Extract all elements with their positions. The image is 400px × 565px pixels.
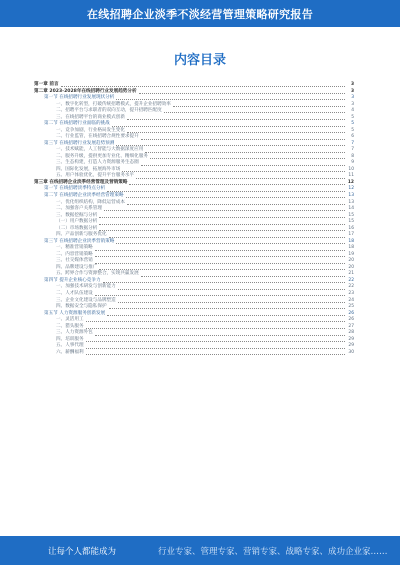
toc-leader-dots (118, 300, 345, 303)
toc-entry-page: 17 (348, 232, 354, 238)
toc-leader-dots (129, 182, 345, 185)
toc-entry-label: 第一节 在线招聘行业发展现状分析 (44, 95, 115, 101)
toc-entry-page: 7 (351, 140, 354, 146)
toc-entry-page: 9 (351, 160, 354, 166)
toc-entry-label: 二、服务升级，提供更加专业化、精细化服务 (56, 153, 148, 159)
toc-entry[interactable] (34, 350, 354, 357)
toc-entry-page: 16 (348, 225, 354, 231)
toc-entry-label: 一、加强技术研发与创新能力 (56, 284, 116, 290)
toc-leader-dots (122, 169, 345, 172)
toc-entry-label: 第五节 人力资源服务创新发展 (44, 310, 106, 316)
toc-entry-page: 29 (348, 336, 354, 342)
toc-entry-page: 3 (351, 101, 354, 107)
toc-entry-label: 一、精准营销策略 (56, 245, 93, 251)
toc-entry-label: 第二节 在线招聘行业面临的挑战 (44, 121, 110, 127)
toc-entry-page: 22 (348, 284, 354, 290)
toc-entry-page: 14 (348, 206, 354, 212)
toc-entry-label: 三、企业文化建设与品牌塑造 (56, 297, 116, 303)
toc-entry-page: 7 (351, 147, 354, 153)
toc-entry-page: 13 (348, 193, 354, 199)
toc-entry-label: 二、猎头服务 (56, 323, 84, 329)
toc-entry-label: 一、优化组织结构，降低运营成本 (56, 199, 125, 205)
toc-leader-dots (109, 235, 345, 238)
toc-leader-dots (61, 84, 345, 87)
toc-entry-label: 四、国际化发展，拓展海外市场 (56, 166, 121, 172)
toc-entry-page: 6 (351, 134, 354, 140)
toc-leader-dots (107, 313, 345, 316)
toc-entry-page: 3 (350, 88, 354, 94)
toc-entry-page: 15 (348, 219, 354, 225)
report-title: 在线招聘企业淡季不淡经营管理策略研究报告 (87, 7, 313, 21)
toc-entry-label: 一、灵活用工 (56, 317, 84, 323)
toc-entry-page: 3 (351, 95, 354, 101)
toc-entry-page: 8 (351, 153, 354, 159)
toc-leader-dots (99, 267, 345, 270)
toc-entry-page: 20 (348, 258, 354, 264)
toc-entry-label: 二、人才队伍建设 (56, 290, 93, 296)
toc-entry-label: 三、在线招聘平台的商业模式创新 (56, 114, 125, 120)
toc-leader-dots (116, 143, 345, 146)
toc-leader-dots (145, 150, 345, 153)
toc-entry-page: 20 (348, 264, 354, 270)
toc-entry-page: 13 (348, 199, 354, 205)
toc-leader-dots (141, 274, 345, 277)
toc-leader-dots (86, 346, 345, 349)
toc-leader-dots (103, 280, 345, 283)
toc-leader-dots (99, 215, 345, 218)
toc-leader-dots (112, 124, 345, 127)
toc-entry-label: 二、内容营销策略 (56, 251, 93, 257)
toc-entry-page: 4 (351, 108, 354, 114)
toc-entry-label: 五、跨界合作与资源整合，实现共赢发展 (56, 271, 139, 277)
toc-leader-dots (95, 254, 345, 257)
toc-leader-dots (116, 97, 345, 100)
toc-entry-page: 22 (348, 277, 354, 283)
toc-entry-label: 六、薪酬福利 (56, 349, 84, 355)
toc-leader-dots (127, 117, 345, 120)
toc-leader-dots (86, 319, 345, 322)
toc-leader-dots (116, 241, 345, 244)
toc-entry-label: 三、社交媒体营销 (56, 258, 93, 264)
toc-entry-page: 26 (348, 310, 354, 316)
toc-leader-dots (86, 326, 345, 329)
toc-entry-label: 四、数据安全与隐私保护 (56, 304, 107, 310)
table-of-contents (34, 82, 354, 356)
toc-entry-page: 11 (348, 173, 354, 179)
toc-leader-dots (86, 352, 345, 355)
toc-entry-label: 四、品牌建设与推广 (56, 264, 98, 270)
toc-leader-dots (95, 293, 345, 296)
toc-entry-label: 第二章 2023-2028年在线招聘行业发展趋势分析 (34, 88, 137, 94)
toc-entry-label: 四、培训服务 (56, 336, 84, 342)
toc-entry-page: 18 (348, 245, 354, 251)
toc-entry-label: 三、人力资源外包 (56, 330, 93, 336)
footer-tagline: 行业专家、管理专家、营销专家、战略专家、成功企业家…… (158, 546, 388, 557)
toc-leader-dots (95, 333, 345, 336)
toc-entry-page: 5 (351, 121, 354, 127)
toc-entry-label: （一）用户数据分析 (56, 219, 98, 225)
toc-entry-label: 三、生态构建，打造人力资源服务生态圈 (56, 160, 139, 166)
toc-leader-dots (139, 91, 345, 94)
toc-entry-label: 第三章 在线招聘企业淡季经营管理及营销策略 (34, 179, 128, 185)
report-header (0, 0, 400, 27)
toc-leader-dots (95, 261, 345, 264)
toc-entry-page: 29 (348, 343, 354, 349)
toc-entry-page: 19 (348, 251, 354, 257)
toc-entry-label: 第二节 在线招聘企业淡季经营管理策略 (44, 193, 124, 199)
toc-entry-page: 21 (348, 271, 354, 277)
toc-entry-label: 二、加强客户关系管理 (56, 206, 102, 212)
toc-leader-dots (104, 208, 345, 211)
toc-entry-page: 10 (348, 166, 354, 172)
toc-leader-dots (95, 248, 345, 251)
toc-entry-label: 二、招聘平台与求职者的双向互动，提升招聘匹配度 (56, 108, 162, 114)
toc-leader-dots (127, 130, 345, 133)
footer-slogan: 让每个人都能成为 (48, 546, 117, 557)
toc-entry-label: 三、数据挖掘与分析 (56, 212, 98, 218)
toc-entry-label: （二）市场数据分析 (56, 225, 98, 231)
toc-leader-dots (164, 110, 345, 113)
toc-leader-dots (118, 287, 345, 290)
toc-entry-page: 12 (348, 186, 354, 192)
toc-entry-page: 30 (348, 349, 354, 355)
toc-entry-page: 3 (350, 81, 354, 87)
toc-leader-dots (99, 222, 345, 225)
toc-entry-page: 27 (348, 323, 354, 329)
toc-entry-page: 12 (347, 179, 354, 185)
toc-leader-dots (107, 189, 345, 192)
toc-leader-dots (173, 104, 345, 107)
toc-entry-label: 一、数字化转型，打破传统招聘模式，提升企业招聘效率 (56, 101, 171, 107)
toc-entry-page: 18 (348, 238, 354, 244)
toc-leader-dots (126, 195, 345, 198)
toc-entry-label: 第一节 在线招聘淡季特点分析 (44, 186, 106, 192)
toc-entry-label: 四、产品创新与服务优化 (56, 232, 107, 238)
toc-leader-dots (109, 306, 345, 309)
toc-leader-dots (99, 228, 345, 231)
toc-entry-label: 第一章 前言 (34, 81, 59, 87)
toc-heading: 内容目录 (173, 53, 226, 68)
toc-leader-dots (141, 163, 345, 166)
toc-entry-page: 26 (348, 317, 354, 323)
toc-entry-page: 28 (348, 330, 354, 336)
toc-entry-label: 第三节 在线招聘行业发展趋势预测 (44, 140, 115, 146)
toc-entry-label: 五、用户体验优化，提升平台服务水平 (56, 173, 135, 179)
toc-entry-page: 24 (348, 297, 354, 303)
toc-entry-label: 五、人事代理 (56, 343, 84, 349)
toc-leader-dots (86, 339, 345, 342)
footer-banner (0, 536, 400, 565)
toc-leader-dots (136, 176, 345, 179)
toc-leader-dots (127, 202, 345, 205)
toc-entry-page: 23 (348, 290, 354, 296)
toc-entry-page: 5 (351, 127, 354, 133)
toc-leader-dots (141, 137, 345, 140)
toc-entry-page: 15 (348, 212, 354, 218)
toc-leader-dots (150, 156, 345, 159)
toc-entry-label: 第四节 提升企业核心竞争力 (44, 277, 101, 283)
toc-entry-page: 5 (351, 114, 354, 120)
toc-entry-label: 二、行业监管，在线招聘合规性要求提升 (56, 134, 139, 140)
toc-entry-label: 第三节 在线招聘企业淡季营销策略 (44, 238, 115, 244)
toc-entry-label: 一、竞争加剧，行业格局发生变化 (56, 127, 125, 133)
toc-entry-page: 25 (348, 304, 354, 310)
toc-entry-label: 一、技术赋能，人工智能与大数据深度应用 (56, 147, 144, 153)
